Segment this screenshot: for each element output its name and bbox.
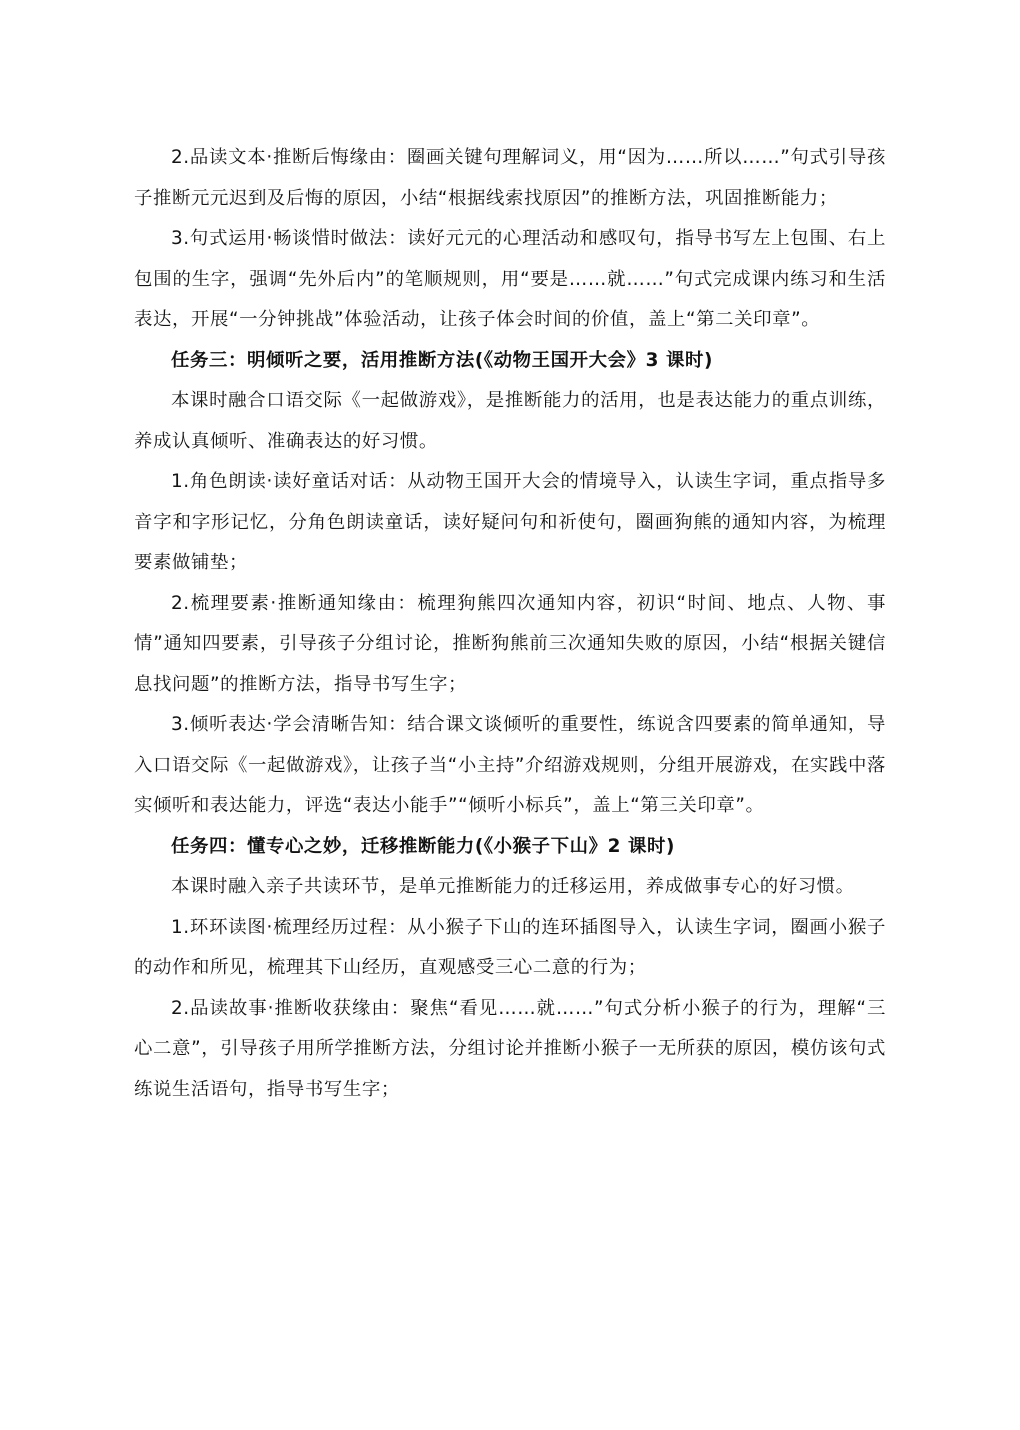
task3-heading: 任务三：明倾听之要，活用推断方法(《动物王国开大会》3 课时) bbox=[171, 349, 713, 371]
paragraph-task4-step2: 2.品读故事·推断收获缘由：聚焦“看见……就……”句式分析小猴子的行为，理解“三心二意”，引导孩子用所学推断方法，分组讨论并推断小猴子一无所获的原因，模仿该句式练说生活语句，指导书写生字； bbox=[134, 997, 886, 1100]
document-page bbox=[134, 138, 886, 1110]
paragraph-task2-step3: 3.句式运用·畅谈惜时做法：读好元元的心理活动和感叹句，指导书写左上包围、右上包围的生字，强调“先外后内”的笔顺规则，用“要是……就……”句式完成课内练习和生活表达，开展“一分钟挑战”体验活动，让孩子体会时间的价值，盖上“第二关印章”。 bbox=[134, 228, 886, 330]
paragraph-task3-step1: 1.角色朗读·读好童话对话：从动物王国开大会的情境导入，认读生字词，重点指导多音字和字形记忆，分角色朗读童话，读好疑问句和祈使句，圈画狗熊的通知内容，为梳理要素做铺垫； bbox=[134, 471, 886, 573]
paragraph-task3-step2: 2.梳理要素·推断通知缘由：梳理狗熊四次通知内容，初识“时间、地点、人物、事情”通知四要素，引导孩子分组讨论，推断狗熊前三次通知失败的原因，小结“根据关键信息找问题”的推断方法，指导书写生字； bbox=[134, 592, 886, 695]
paragraph-task4-step1: 1.环环读图·梳理经历过程：从小猴子下山的连环插图导入，认读生字词，圈画小猴子的动作和所见，梳理其下山经历，直观感受三心二意的行为； bbox=[134, 916, 886, 978]
task4-heading: 任务四：懂专心之妙，迁移推断能力(《小猴子下山》2 课时) bbox=[171, 835, 675, 857]
paragraph-task2-step2: 2.品读文本·推断后悔缘由：圈画关键句理解词义，用“因为……所以……”句式引导孩子推断元元迟到及后悔的原因，小结“根据线索找原因”的推断方法，巩固推断能力； bbox=[134, 147, 886, 209]
task4-intro: 本课时融入亲子共读环节，是单元推断能力的迁移运用，养成做事专心的好习惯。 bbox=[171, 876, 855, 897]
paragraph-task3-step3: 3.倾听表达·学会清晰告知：结合课文谈倾听的重要性，练说含四要素的简单通知，导入口语交际《一起做游戏》，让孩子当“小主持”介绍游戏规则，分组开展游戏，在实践中落实倾听和表达能力，评选“表达小能手”“倾听小标兵”，盖上“第三关印章”。 bbox=[134, 714, 886, 816]
task3-intro: 本课时融合口语交际《一起做游戏》，是推断能力的活用，也是表达能力的重点训练，养成认真倾听、准确表达的好习惯。 bbox=[134, 390, 886, 452]
